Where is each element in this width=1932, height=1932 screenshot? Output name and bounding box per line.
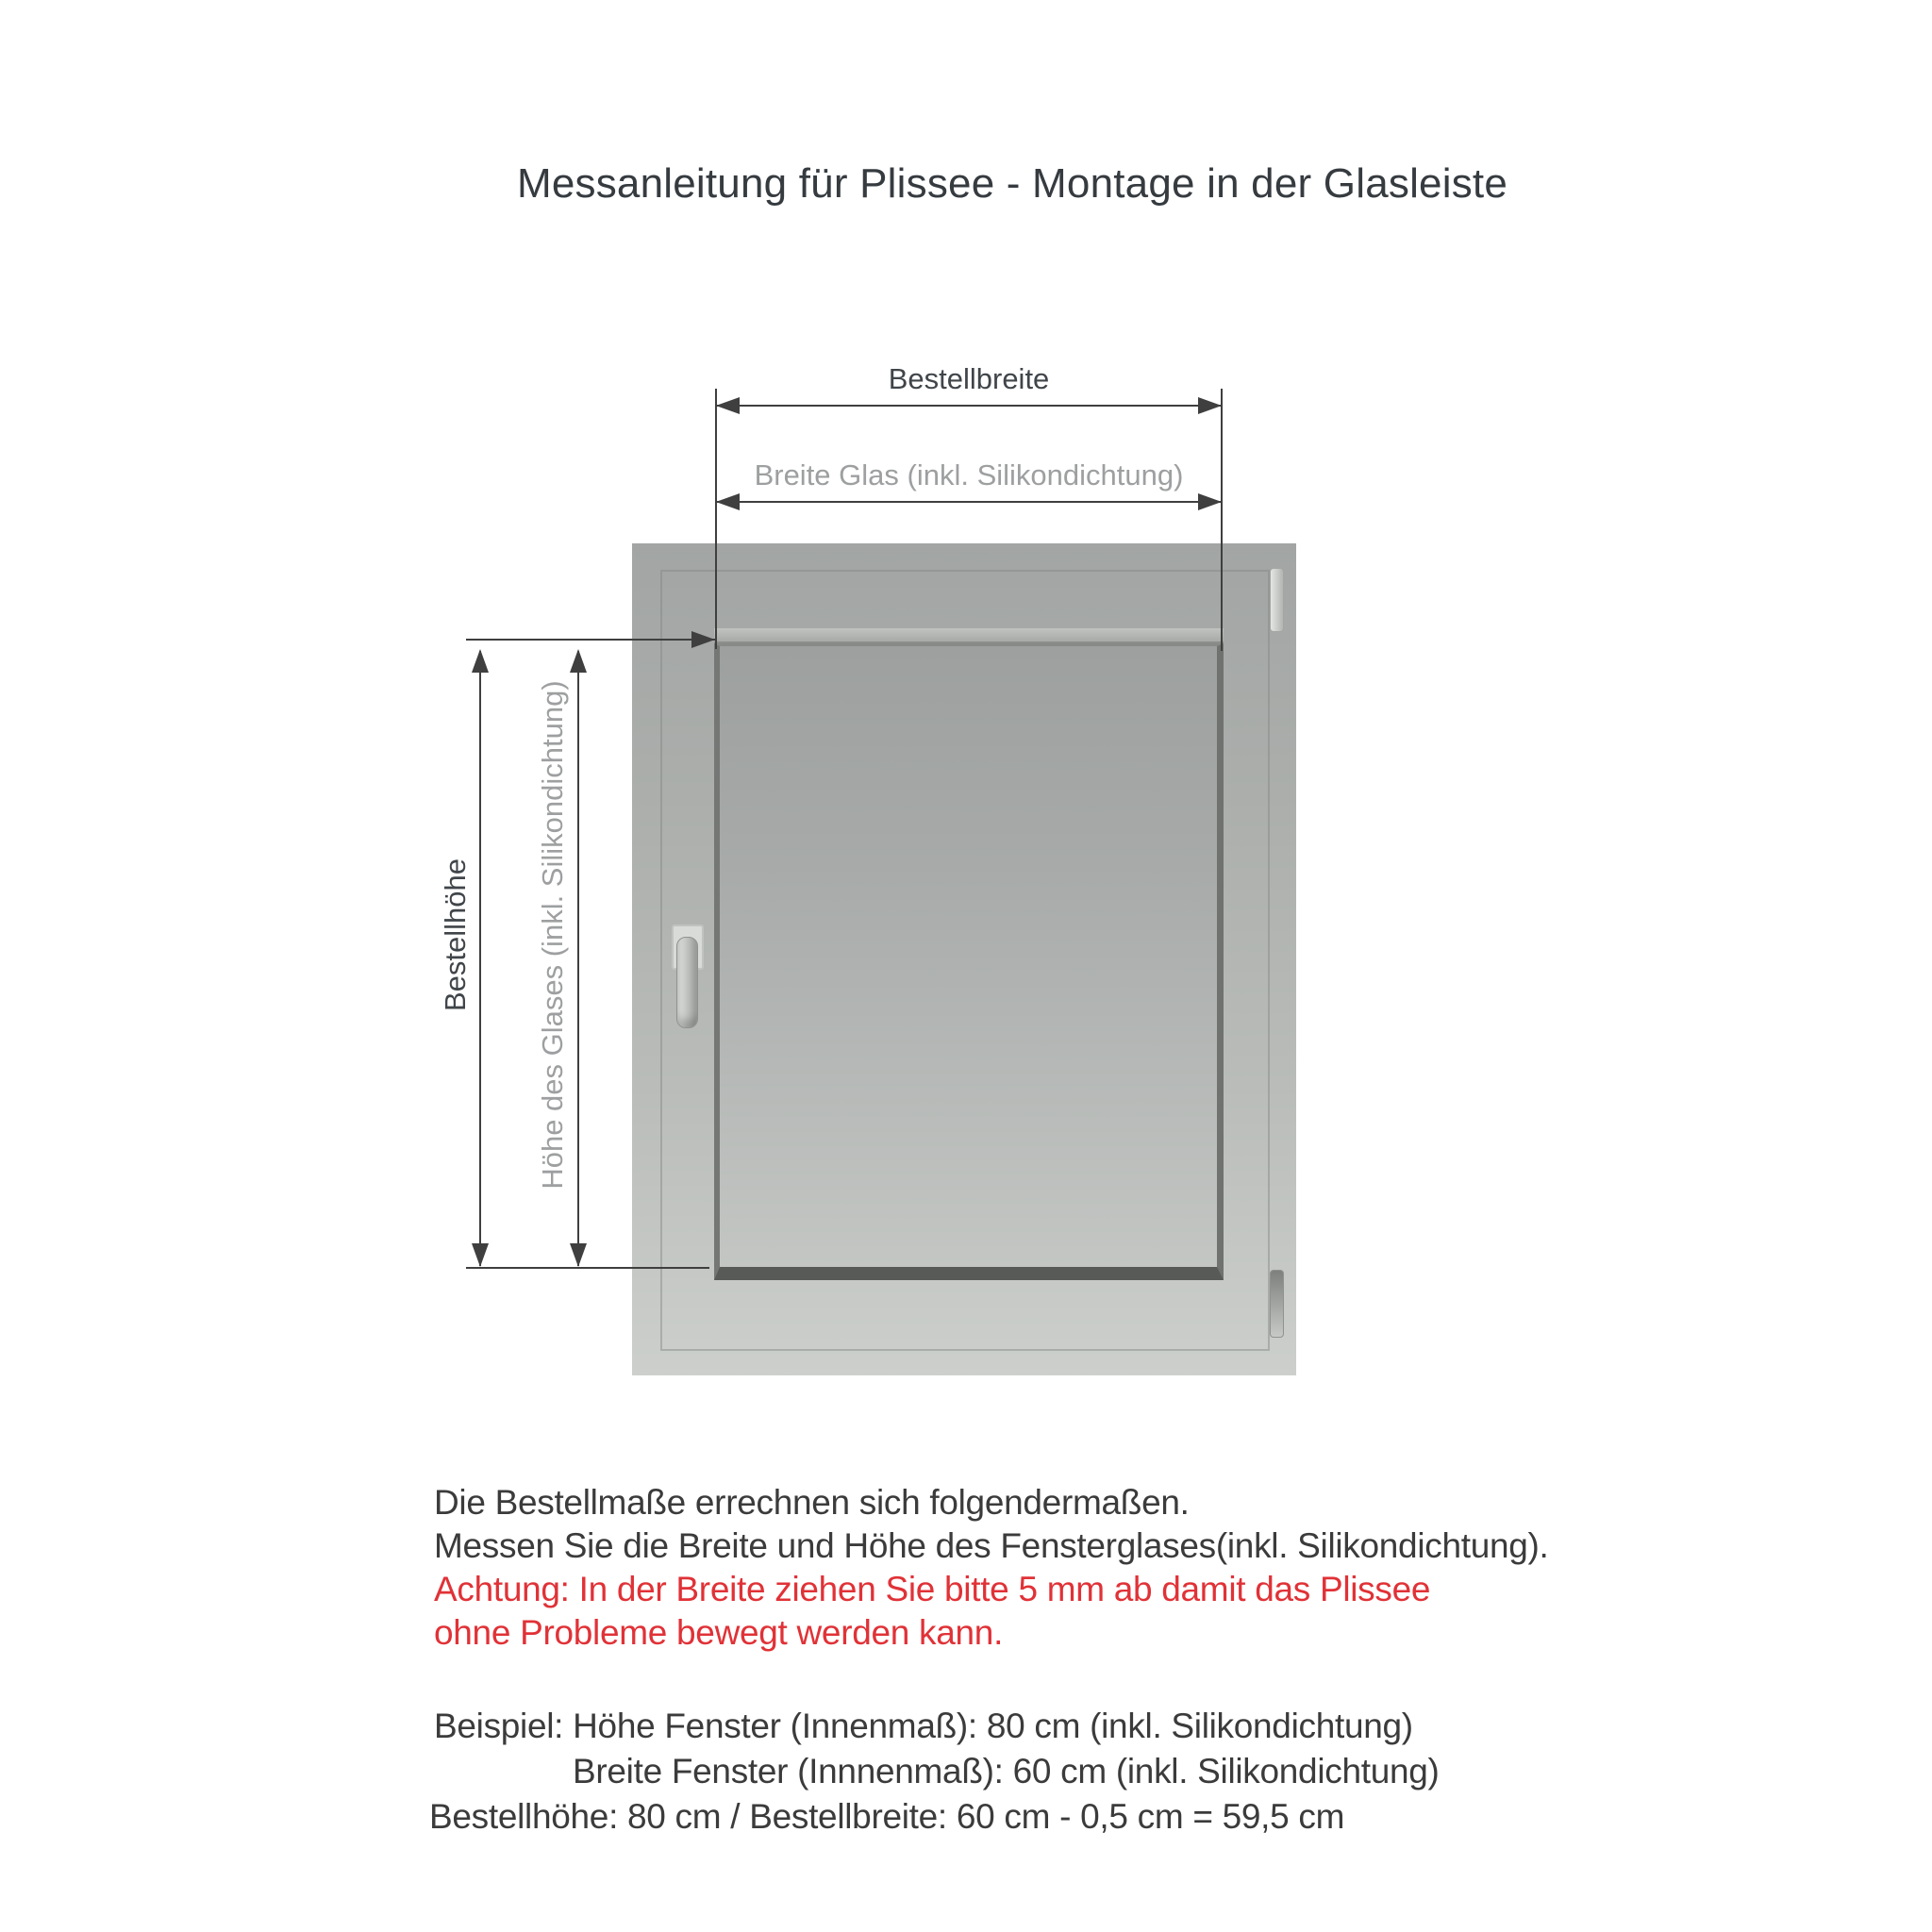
- example-line-2: Breite Fenster (Innnenmaß): 60 cm (inkl. Silikondichtung): [573, 1752, 1440, 1790]
- instruction-line-1: Die Bestellmaße errechnen sich folgendermaßen.: [434, 1483, 1190, 1522]
- example-line-1: Beispiel: Höhe Fenster (Innenmaß): 80 cm (inkl. Silikondichtung): [434, 1707, 1413, 1745]
- window-handle: [676, 937, 698, 1028]
- extension-line-right: [1221, 389, 1223, 651]
- instruction-line-2: Messen Sie die Breite und Höhe des Fensterglases(inkl. Silikondichtung).: [434, 1526, 1549, 1565]
- arrowhead-down-icon: [570, 1243, 587, 1267]
- extension-line-left: [715, 389, 717, 649]
- dimension-line-order-height: [479, 651, 481, 1266]
- arrowhead-left-icon: [716, 397, 740, 414]
- glass-pane: [714, 643, 1224, 1280]
- window-frame: [632, 543, 1296, 1375]
- arrowhead-left-icon: [716, 493, 740, 510]
- arrowhead-right-icon: [1198, 493, 1222, 510]
- arrowhead-right-icon: [691, 631, 715, 648]
- arrowhead-down-icon: [472, 1243, 489, 1267]
- page-title: Messanleitung für Plissee - Montage in der Glasleiste: [517, 160, 1507, 207]
- reference-line-bottom: [466, 1267, 709, 1269]
- warning-line-1: Achtung: In der Breite ziehen Sie bitte 5 mm ab damit das Plissee: [434, 1570, 1431, 1608]
- warning-line-2: ohne Probleme bewegt werden kann.: [434, 1613, 1004, 1652]
- label-order-width: Bestellbreite: [888, 362, 1050, 395]
- dimension-line-glass-height: [577, 651, 579, 1266]
- glazing-bead: [714, 628, 1224, 643]
- window-hinge-top: [1270, 568, 1284, 632]
- label-glass-height: Höhe des Glases (inkl. Silikondichtung): [536, 680, 569, 1190]
- label-glass-width: Breite Glas (inkl. Silikondichtung): [754, 458, 1184, 491]
- arrowhead-up-icon: [570, 649, 587, 673]
- arrowhead-right-icon: [1198, 397, 1222, 414]
- label-order-height: Bestellhöhe: [439, 858, 472, 1012]
- dimension-line-glass-width: [716, 501, 1222, 503]
- dimension-line-order-width: [716, 405, 1222, 407]
- example-line-3: Bestellhöhe: 80 cm / Bestellbreite: 60 cm - 0,5 cm = 59,5 cm: [429, 1797, 1345, 1836]
- window-hinge-bottom: [1270, 1270, 1284, 1338]
- instruction-paragraph: [434, 1481, 1549, 1655]
- reference-line-top: [466, 639, 715, 641]
- example-paragraph: [429, 1704, 1440, 1840]
